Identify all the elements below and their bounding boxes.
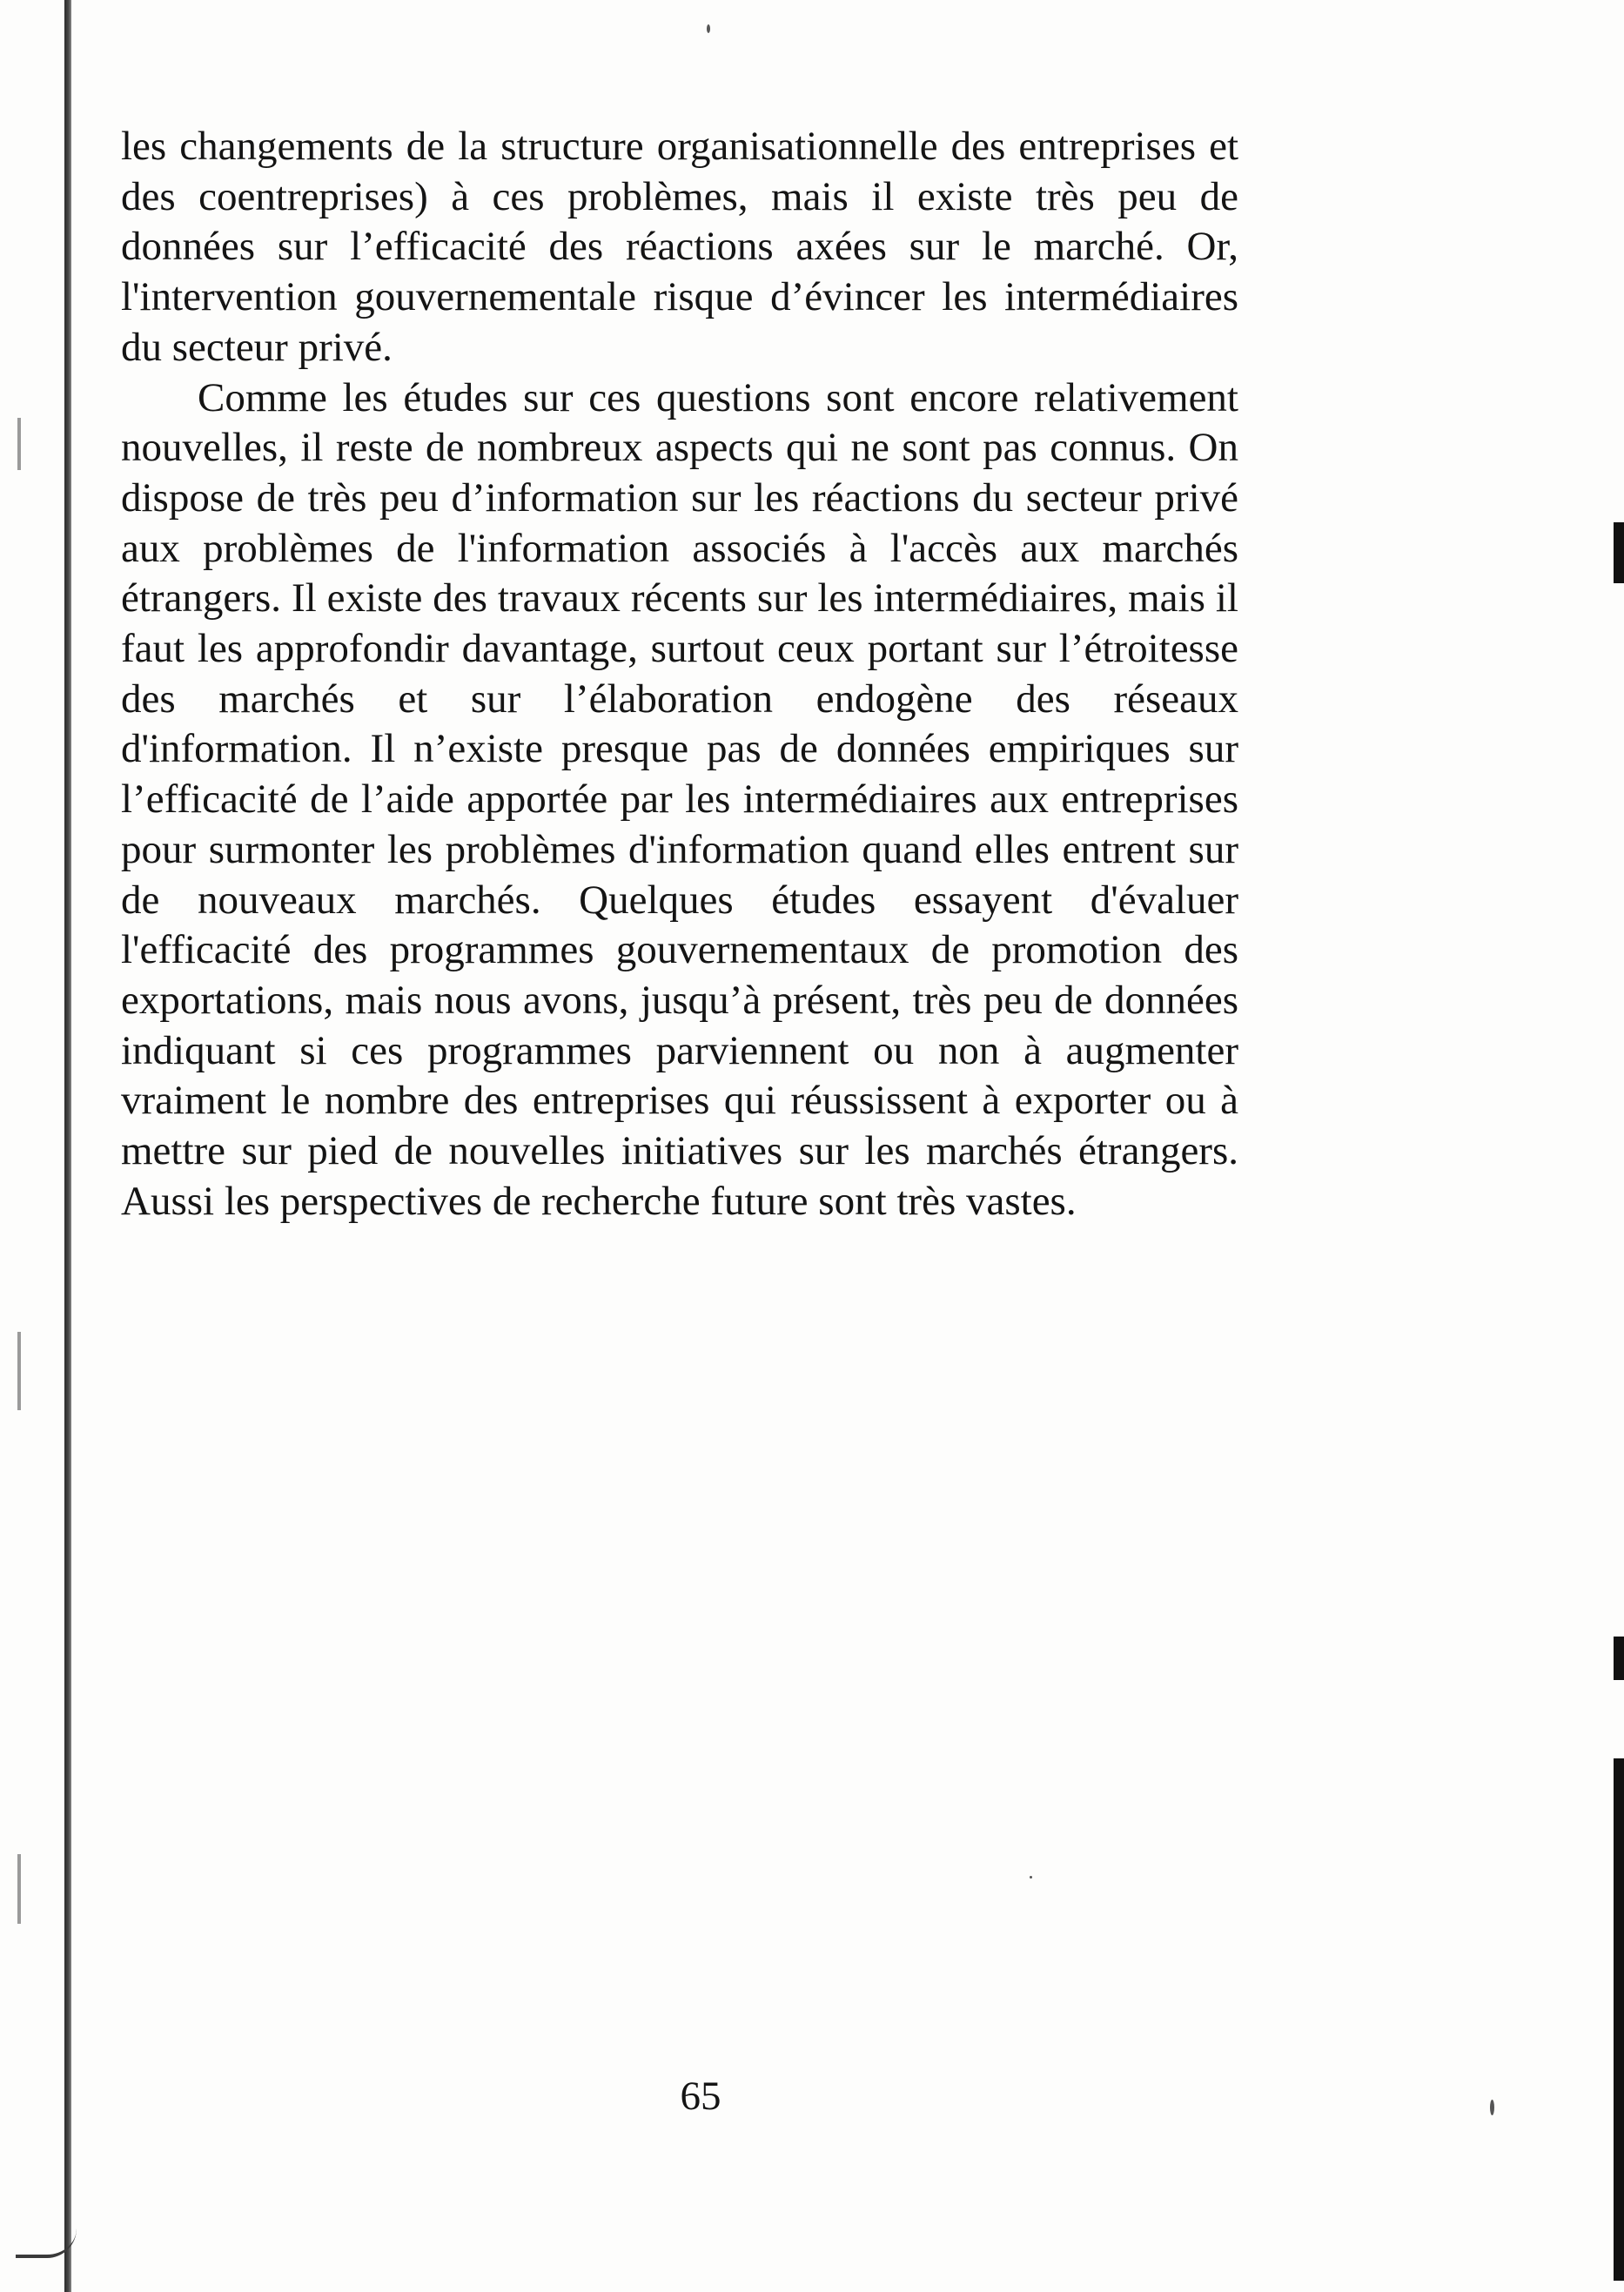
scan-speck: [707, 24, 710, 33]
binding-mark: [17, 1854, 21, 1924]
paragraph: les changements de la structure organisationnelle des entreprises et des coentreprises) à ces problèmes, mais il existe très peu de données sur l’efficacité des réactions axées sur le marché. Or, l'intervention gouvernementale risque d’évincer les intermédiaires du secteur privé.: [121, 124, 1238, 370]
paragraph: Comme les études sur ces questions sont encore relativement nouvelles, il reste de nombreux aspects qui ne sont pas connus. On dispose de très peu d’information sur les réactions du secteur privé aux problèmes de l'information associés à l'accès aux marchés étrangers. Il existe des travaux récents sur les intermédiaires, mais il faut les approfondir davantage, surtout ceux portant sur l’étroitesse des marchés et sur l’élaboration endogène des réseaux d'information. Il n’existe presque pas de données empiriques sur l’efficacité de l’aide apportée par les intermédiaires aux entreprises pour surmonter les problèmes d'information quand elles entrent sur de nouveaux marchés. Quelques études essayent d'évaluer l'efficacité des programmes gouvernementaux de promotion des exportations, mais nous avons, jusqu’à présent, très peu de données indiquant si ces programmes parviennent ou non à augmenter vraiment le nombre des entreprises qui réussissent à exporter ou à mettre sur pied de nouvelles initiatives sur les marchés étrangers. Aussi les perspectives de recherche future sont très vastes.: [121, 374, 1238, 1224]
page-edge-shadow: [1614, 522, 1624, 583]
body-text: [121, 122, 1238, 1227]
binding-mark: [17, 1332, 21, 1410]
scan-speck: [1030, 1876, 1032, 1879]
scan-speck: [1490, 2100, 1494, 2115]
binding-line: [64, 0, 71, 2292]
binding-mark: [17, 418, 21, 470]
page-number: 65: [680, 2074, 721, 2119]
page-edge-shadow: [1614, 1758, 1624, 2281]
page-edge-shadow: [1614, 1637, 1624, 1680]
